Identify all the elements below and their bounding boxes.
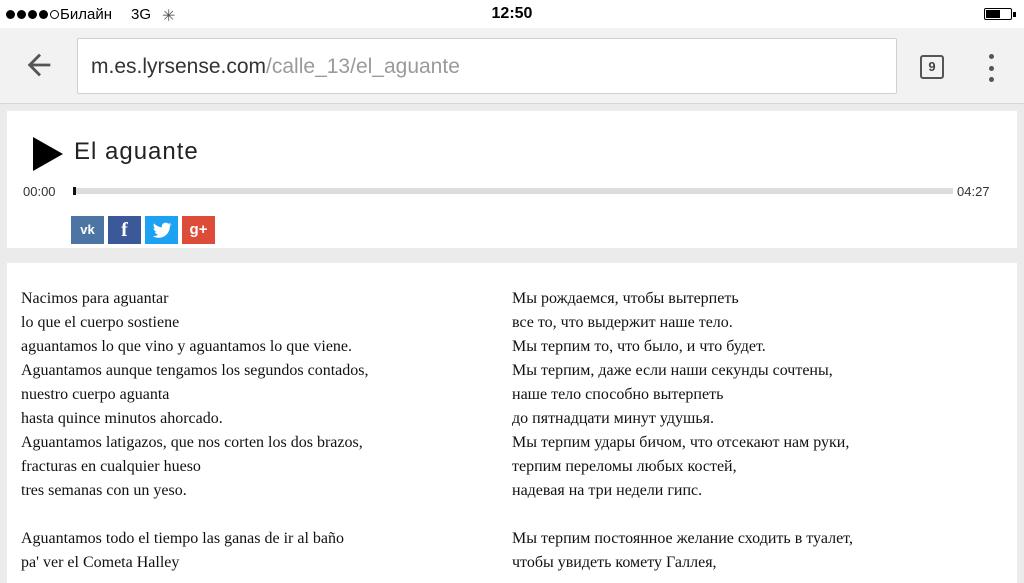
lyric-line-original: fracturas en cualquier hueso [21,458,201,475]
lyric-line-translation: Мы терпим, даже если наши секунды сочтены, [512,362,833,379]
progress-bar[interactable] [73,188,953,194]
lyric-line-original: Aguantamos todo el tiempo las ganas de ir al baño [21,530,345,547]
lyric-line-translation [512,503,853,527]
lyric-line-translation: Мы терпим то, что было, и что будет. [512,338,766,355]
duration: 04:27 [957,184,990,199]
current-time: 00:00 [23,184,56,199]
lyric-line-original: pa' ver el Cometa Halley [21,554,180,571]
browser-toolbar [0,28,1024,104]
lyric-line-translation: чтобы увидеть комету Галлея, [512,554,717,571]
address-bar[interactable] [77,38,897,94]
lyric-line-translation: до пятнадцати минут удушья. [512,410,715,427]
lyric-line-original: nuestro cuerpo aguanta [21,386,170,403]
facebook-share-button[interactable]: f [108,216,141,244]
battery-icon [984,8,1012,20]
lyric-line-original: aguantamos lo que vino y aguantamos lo que viene. [21,338,353,355]
more-vert-icon[interactable] [985,54,997,82]
lyric-line-original: tres semanas con un yeso. [21,482,187,499]
back-arrow-icon[interactable] [22,48,56,82]
lyric-line-original: Nacimos para aguantar [21,290,169,307]
share-buttons [71,216,215,244]
lyric-line-original: Aguantamos latigazos, que nos corten los dos brazos, [21,434,363,451]
progress-handle[interactable] [73,187,76,195]
audio-player [7,111,1017,248]
lyric-line-translation: наше тело способно вытерпеть [512,386,724,403]
url-host: m.es.lyrsense.com [91,55,267,78]
twitter-bird-icon [151,219,173,241]
google-plus-share-button[interactable]: g+ [182,216,215,244]
lyrics-translation [512,287,853,575]
lyric-line-translation: Мы терпим удары бичом, что отсекают нам руки, [512,434,850,451]
vk-share-button[interactable]: vk [71,216,104,244]
status-clock: 12:50 [491,5,533,22]
url-path: /calle_13/el_aguante [266,55,460,78]
lyric-line-original: lo que el cuerpo sostiene [21,314,180,331]
lyric-line-original: hasta quince minutos ahorcado. [21,410,223,427]
network-type: 3G [131,6,152,23]
lyric-line-original [21,503,369,527]
lyric-line-translation: терпим переломы любых костей, [512,458,737,475]
status-bar [0,0,1024,28]
song-title: El aguante [74,138,199,165]
play-button[interactable] [33,137,63,171]
lyric-line-translation: Мы терпим постоянное желание сходить в туалет, [512,530,853,547]
lyric-line-translation: все то, что выдержит наше тело. [512,314,733,331]
twitter-share-button[interactable] [145,216,178,244]
carrier-name: Билайн [60,6,112,23]
lyrics-original [21,287,369,575]
activity-spinner-icon: ✳ [162,8,176,25]
tab-switcher-button[interactable]: 9 [920,55,944,79]
lyric-line-translation: надевая на три недели гипс. [512,482,703,499]
lyric-line-original: Aguantamos aunque tengamos los segundos contados, [21,362,369,379]
lyric-line-translation: Мы рождаемся, чтобы вытерпеть [512,290,739,307]
lyrics-panel [7,263,1017,583]
